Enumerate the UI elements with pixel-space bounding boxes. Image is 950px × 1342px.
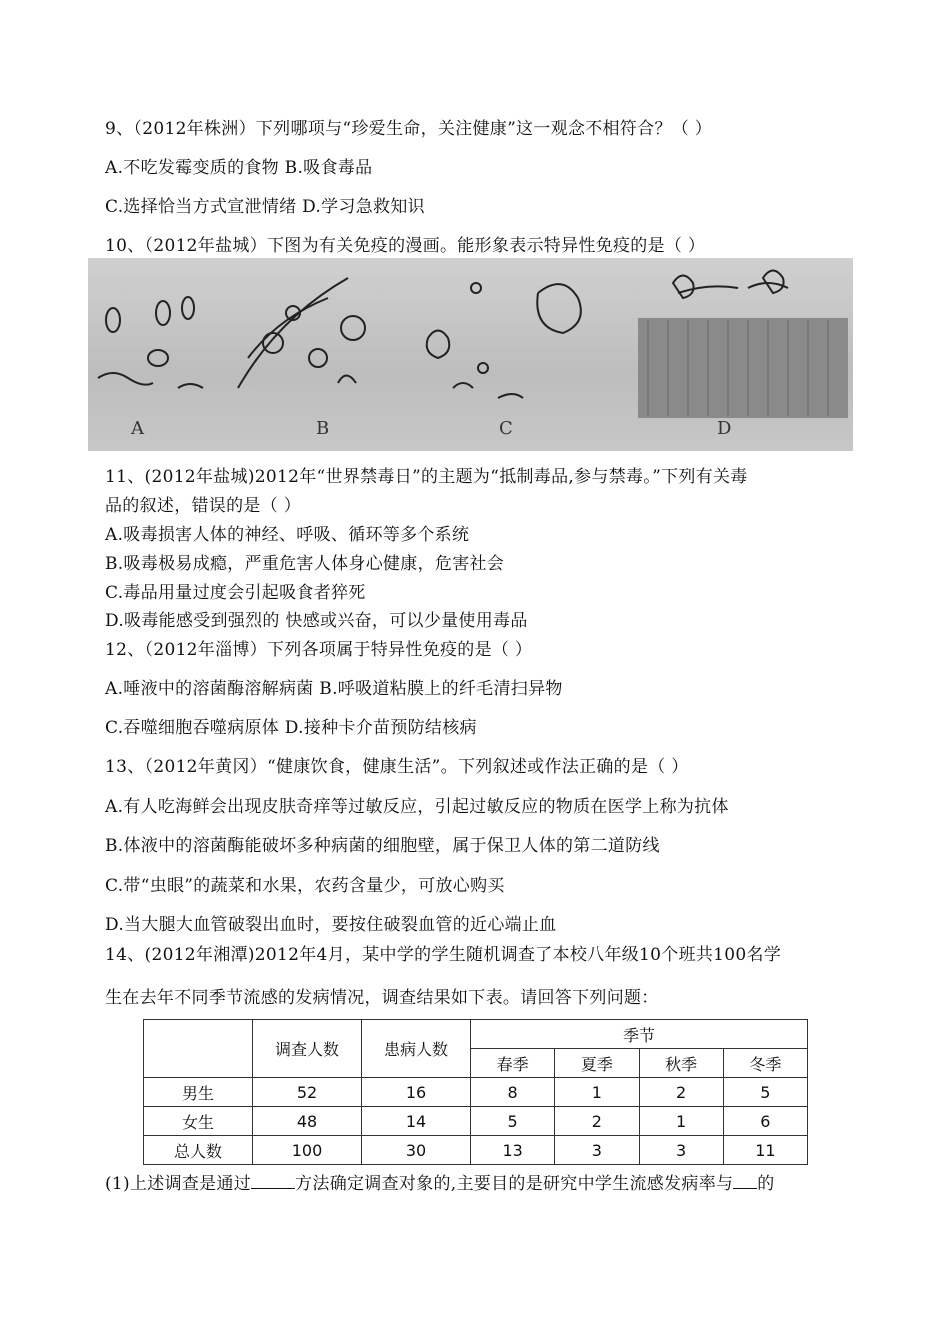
cell-sick: 30 [362, 1136, 471, 1165]
q14-sub1 [105, 1169, 775, 1194]
cell-winter: 5 [723, 1078, 807, 1107]
cell-winter: 11 [723, 1136, 807, 1165]
answer-blank-2[interactable] [733, 1172, 757, 1189]
q9-options-cd: C.选择恰当方式宣泄情绪 D.学习急救知识 [105, 197, 425, 217]
cell-spring: 8 [471, 1078, 555, 1107]
q13-option-c: C.带“虫眼”的蔬菜和水果，农药含量少，可放心购买 [105, 876, 505, 896]
cell-surveyed: 100 [253, 1136, 362, 1165]
q14-stem-line2: 生在去年不同季节流感的发病情况，调查结果如下表。请回答下列问题： [105, 988, 659, 1008]
q13-stem: 13、（2012年黄冈）“健康饮食，健康生活”。下列叙述或作法正确的是（ ） [105, 757, 689, 777]
figure-label-b: B [316, 418, 330, 439]
answer-blank-1[interactable] [251, 1172, 295, 1189]
row-label: 男生 [144, 1078, 253, 1107]
figure-label-d: D [717, 418, 732, 439]
cell-autumn: 2 [639, 1078, 723, 1107]
q13-option-b: B.体液中的溶菌酶能破坏多种病菌的细胞壁，属于保卫人体的第二道防线 [105, 836, 660, 856]
cell-surveyed: 52 [253, 1078, 362, 1107]
q14-sub1-part1: (1)上述调查是通过 [105, 1174, 252, 1194]
table-corner-cell [144, 1020, 253, 1078]
cell-sick: 14 [362, 1107, 471, 1136]
q11-option-d: D.吸毒能感受到强烈的 快感或兴奋，可以少量使用毒品 [105, 611, 528, 631]
q11-stem-line1: 11、(2012年盐城)2012年“世界禁毒日”的主题为“抵制毒品,参与禁毒。”下列有关毒 [105, 467, 748, 487]
flu-survey-table [143, 1019, 808, 1165]
cell-sick: 16 [362, 1078, 471, 1107]
q11-option-a: A.吸毒损害人体的神经、呼吸、循环等多个系统 [105, 525, 470, 545]
header-season: 季节 [471, 1020, 808, 1049]
q10-stem: 10、（2012年盐城）下图为有关免疫的漫画。能形象表示特异性免疫的是（ ） [105, 236, 706, 256]
figure-label-a: A [131, 418, 144, 439]
row-label: 女生 [144, 1107, 253, 1136]
table-header-row [144, 1020, 808, 1049]
q12-options-ab: A.唾液中的溶菌酶溶解病菌 B.呼吸道粘膜上的纤毛清扫异物 [105, 679, 563, 699]
header-winter: 冬季 [723, 1049, 807, 1078]
header-summer: 夏季 [555, 1049, 639, 1078]
immunity-cartoon-figure [88, 258, 853, 451]
q14-sub1-part2: 方法确定调查对象的,主要目的是研究中学生流感发病率与 [295, 1174, 734, 1194]
cell-summer: 3 [555, 1136, 639, 1165]
q13-option-d: D.当大腿大血管破裂出血时，要按住破裂血管的近心端止血 [105, 915, 557, 935]
header-autumn: 秋季 [639, 1049, 723, 1078]
cell-surveyed: 48 [253, 1107, 362, 1136]
q11-option-c: C.毒品用量过度会引起吸食者猝死 [105, 583, 366, 603]
cell-autumn: 1 [639, 1107, 723, 1136]
table-row [144, 1078, 808, 1107]
cell-autumn: 3 [639, 1136, 723, 1165]
header-surveyed: 调查人数 [253, 1020, 362, 1078]
cell-spring: 5 [471, 1107, 555, 1136]
table-row [144, 1136, 808, 1165]
q12-options-cd: C.吞噬细胞吞噬病原体 D.接种卡介苗预防结核病 [105, 718, 477, 738]
header-sick: 患病人数 [362, 1020, 471, 1078]
cell-summer: 2 [555, 1107, 639, 1136]
q14-sub1-part3: 的 [757, 1174, 775, 1194]
cell-spring: 13 [471, 1136, 555, 1165]
table-row [144, 1107, 808, 1136]
q14-stem-line1: 14、(2012年湘潭)2012年4月，某中学的学生随机调查了本校八年级10个班共100名学 [105, 945, 782, 965]
row-label: 总人数 [144, 1136, 253, 1165]
q9-options-ab: A.不吃发霉变质的食物 B.吸食毒品 [105, 158, 373, 178]
cell-winter: 6 [723, 1107, 807, 1136]
figure-label-c: C [499, 418, 513, 439]
q12-stem: 12、（2012年淄博）下列各项属于特异性免疫的是（ ） [105, 640, 533, 660]
cartoon-drawings [88, 258, 853, 451]
q11-stem-line2: 品的叙述，错误的是（ ） [105, 496, 302, 516]
header-spring: 春季 [471, 1049, 555, 1078]
q13-option-a: A.有人吃海鲜会出现皮肤奇痒等过敏反应，引起过敏反应的物质在医学上称为抗体 [105, 797, 729, 817]
q9-stem: 9、（2012年株洲）下列哪项与“珍爱生命，关注健康”这一观念不相符合？（ ） [105, 119, 713, 139]
q11-option-b: B.吸毒极易成瘾，严重危害人体身心健康，危害社会 [105, 554, 505, 574]
cell-summer: 1 [555, 1078, 639, 1107]
